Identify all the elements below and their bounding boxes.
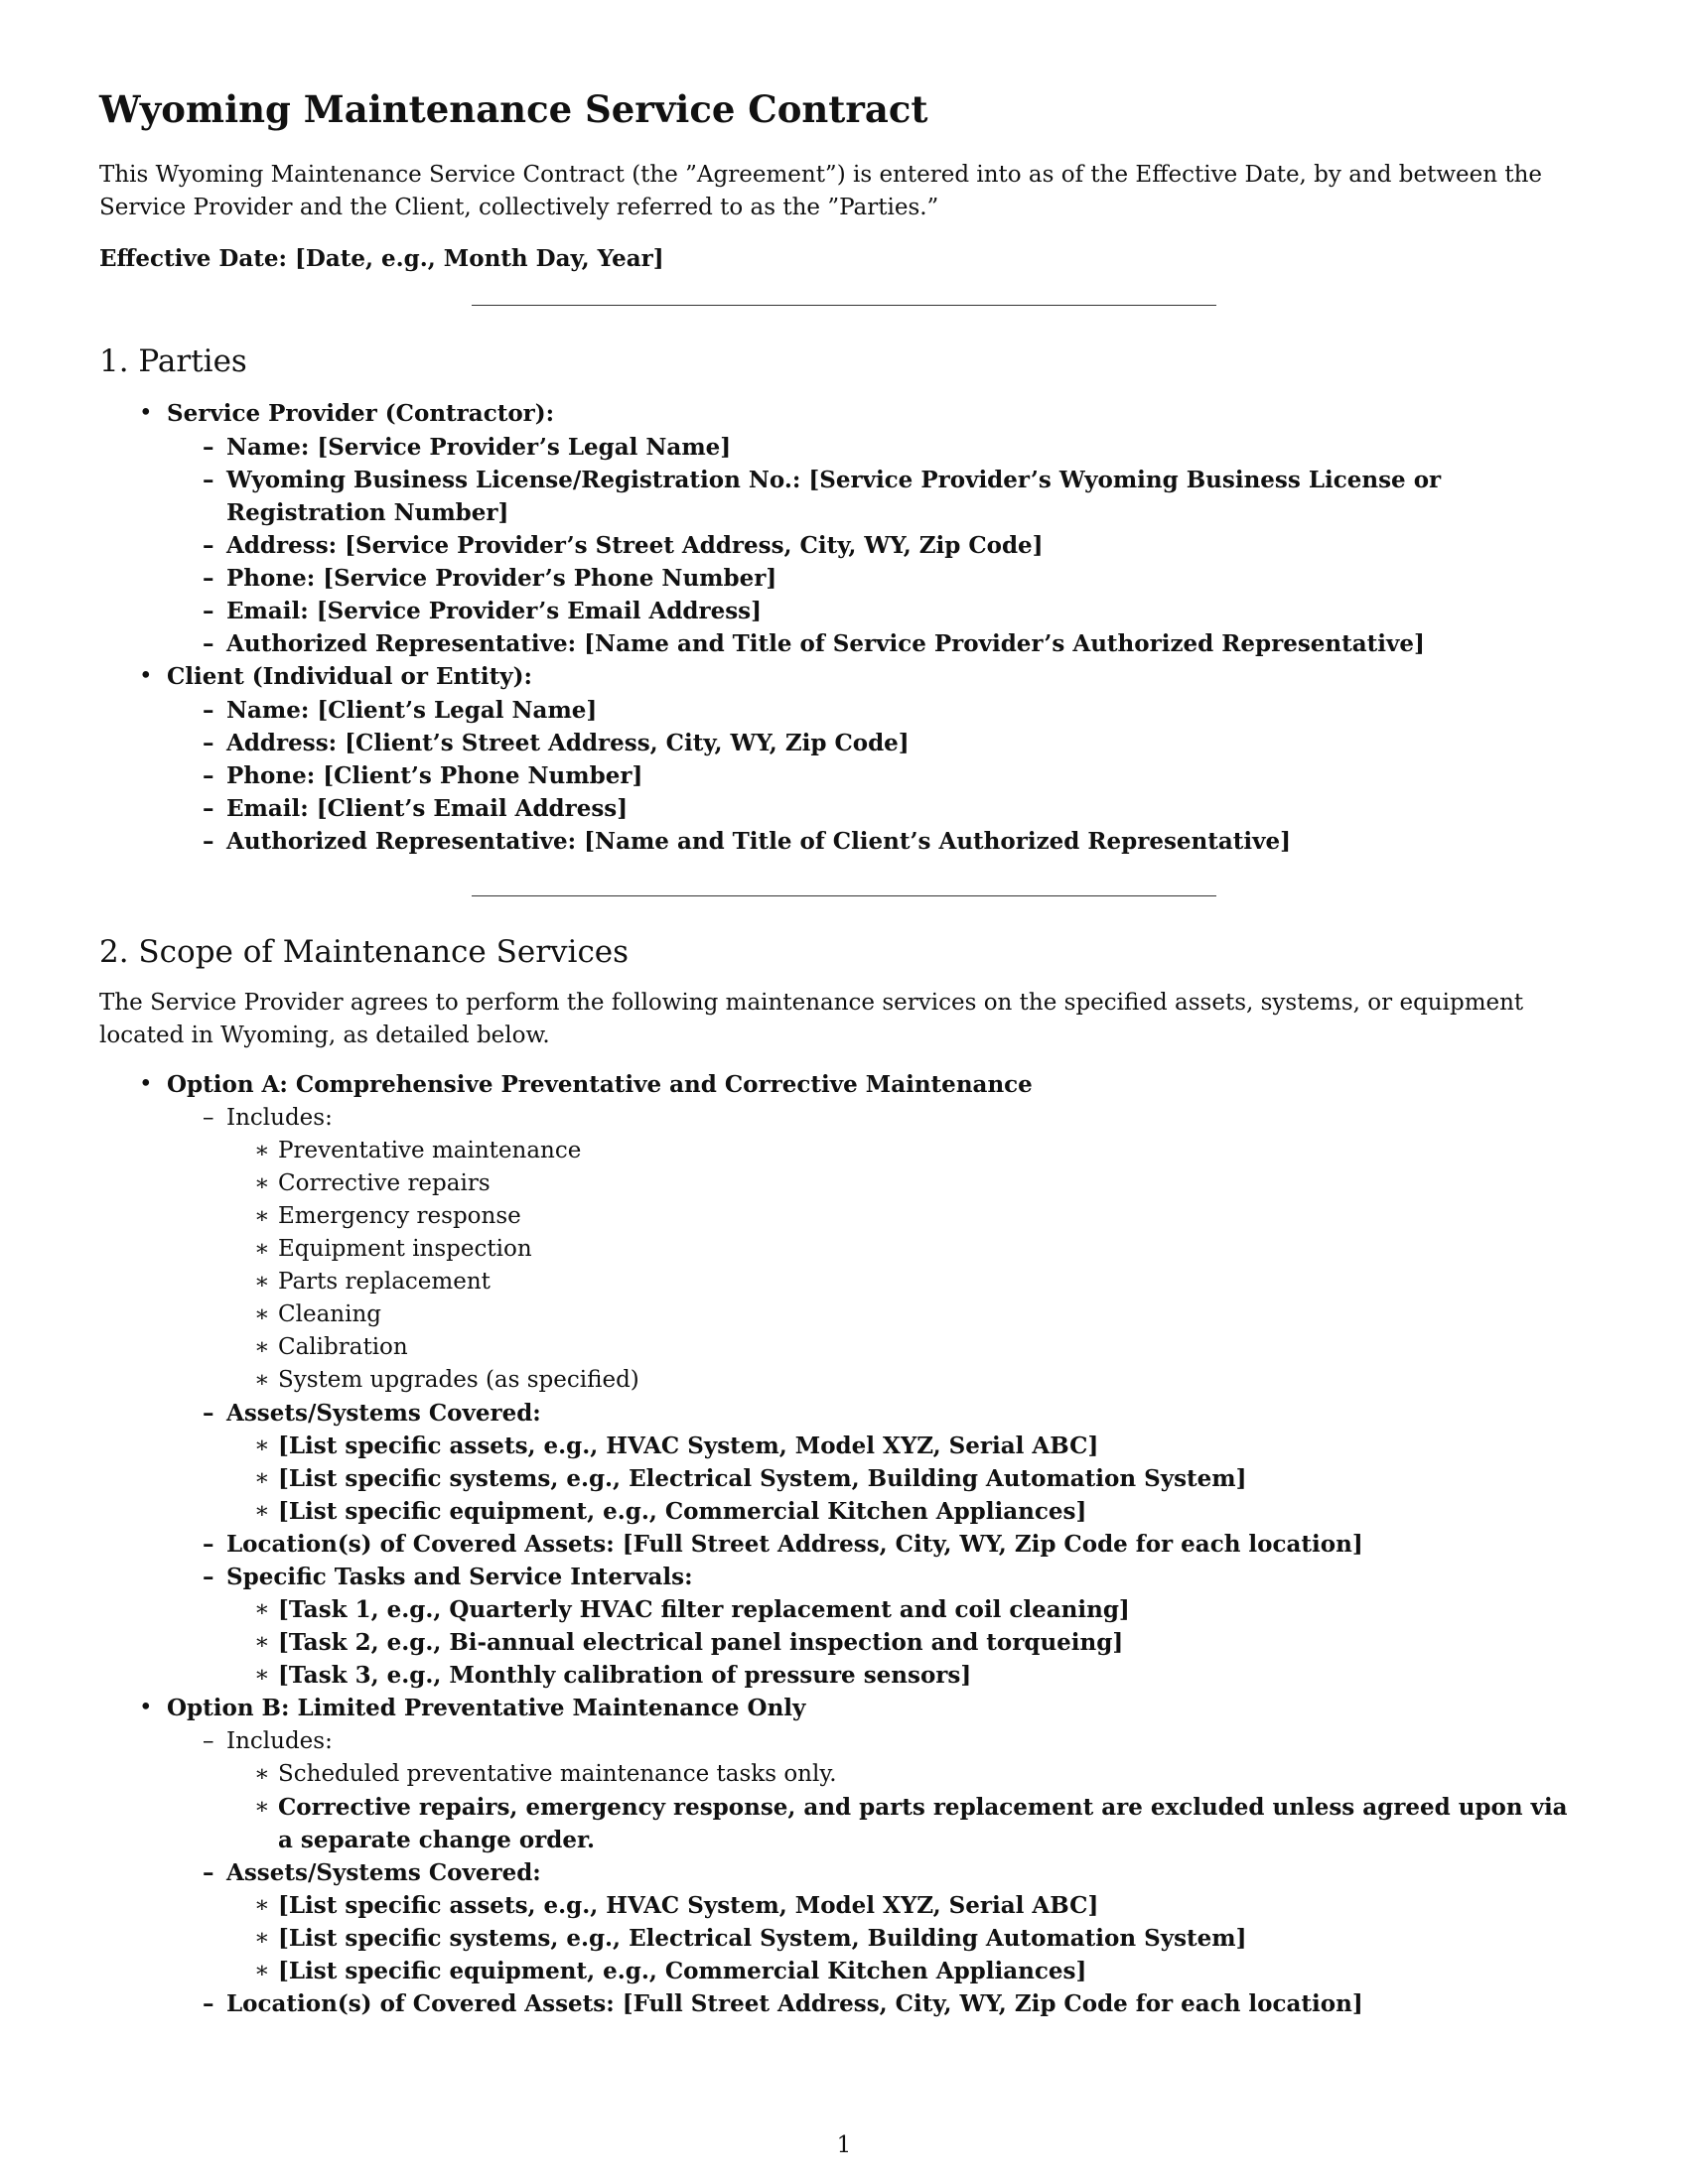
list-item: ∗ Corrective repairs, emergency response, and parts replacement are excluded unless agreed upon via a separate change order. <box>226 1791 1589 1856</box>
asterisk-icon: ∗ <box>254 1760 270 1787</box>
parties-list <box>99 397 1589 858</box>
list-item: – Includes: ∗ Scheduled preventative maintenance tasks only. ∗ Corrective repairs, emergency response, and parts replacement are excluded unless agreed upon via a separate change order. <box>167 1725 1589 1856</box>
page-number: 1 <box>836 2132 852 2158</box>
effective-date: Effective Date: [Date, e.g., Month Day, Year] <box>99 245 664 273</box>
list-item: ∗ [List specific equipment, e.g., Commercial Kitchen Appliances] <box>226 1955 1589 1987</box>
list-item: ∗ [List specific systems, e.g., Electrical System, Building Automation System] <box>226 1922 1589 1955</box>
dash-icon: – <box>203 1563 214 1590</box>
asterisk-icon: ∗ <box>254 1300 270 1327</box>
dash-icon: – <box>203 597 214 624</box>
list-item: – Name: [Client’s Legal Name] <box>167 694 1589 727</box>
bullet-icon: • <box>139 662 153 689</box>
list-item: ∗ [Task 3, e.g., Monthly calibration of pressure sensors] <box>226 1659 1589 1692</box>
option-a-details <box>167 1102 1589 1692</box>
dash-icon: – <box>203 531 214 559</box>
bullet-icon: • <box>139 1694 153 1720</box>
list-item: ∗ Parts replacement <box>226 1266 1589 1298</box>
list-item: – Location(s) of Covered Assets: [Full Street Address, City, WY, Zip Code for each location] <box>167 1528 1589 1561</box>
section-heading: 2. Scope of Maintenance Services <box>99 933 630 970</box>
list-item: – Address: [Service Provider’s Street Address, City, WY, Zip Code] <box>167 529 1589 562</box>
dash-icon: – <box>203 1858 214 1886</box>
list-item: ∗ [Task 1, e.g., Quarterly HVAC filter replacement and coil cleaning] <box>226 1593 1589 1626</box>
asterisk-icon: ∗ <box>254 1793 270 1820</box>
scope-intro: The Service Provider agrees to perform the following maintenance services on the specified assets, systems, or equipment located in Wyoming, as detailed below. <box>99 989 1524 1048</box>
asterisk-icon: ∗ <box>254 1169 270 1196</box>
list-item: ∗ [List specific systems, e.g., Electrical System, Building Automation System] <box>226 1462 1589 1495</box>
asterisk-icon: ∗ <box>254 1432 270 1458</box>
asterisk-icon: ∗ <box>254 1268 270 1295</box>
asterisk-icon: ∗ <box>254 1661 270 1688</box>
list-item: – Phone: [Service Provider’s Phone Number] <box>167 562 1589 595</box>
provider-label: Service Provider (Contractor): <box>167 399 555 427</box>
option-b-details <box>167 1725 1589 2020</box>
option-a-includes <box>226 1135 1589 1397</box>
dash-icon: – <box>203 761 214 789</box>
list-item: – Name: [Service Provider’s Legal Name] <box>167 431 1589 464</box>
asterisk-icon: ∗ <box>254 1464 270 1491</box>
option-b-assets <box>226 1889 1589 1987</box>
intro-paragraph: This Wyoming Maintenance Service Contract (the ”Agreement”) is entered into as of the Effective Date, by and between the Service Provider and the Client, collectively referred to as the ”Parties.” <box>99 162 1543 221</box>
client-details <box>167 694 1589 858</box>
asterisk-icon: ∗ <box>254 1333 270 1360</box>
asterisk-icon: ∗ <box>254 1235 270 1262</box>
list-item: ∗ [List specific assets, e.g., HVAC System, Model XYZ, Serial ABC] <box>226 1889 1589 1922</box>
list-item: – Address: [Client’s Street Address, City, WY, Zip Code] <box>167 727 1589 759</box>
list-item <box>99 397 1589 660</box>
list-item: – Authorized Representative: [Name and Title of Client’s Authorized Representative] <box>167 825 1589 858</box>
section-scope <box>99 934 1589 2020</box>
list-item: ∗ Calibration <box>226 1331 1589 1364</box>
asterisk-icon: ∗ <box>254 1366 270 1393</box>
list-item <box>99 1692 1589 2020</box>
list-item: ∗ [List specific assets, e.g., HVAC System, Model XYZ, Serial ABC] <box>226 1430 1589 1462</box>
list-item: ∗ Emergency response <box>226 1200 1589 1233</box>
list-item: – Assets/Systems Covered: ∗ [List specific assets, e.g., HVAC System, Model XYZ, Serial ABC] ∗ [List specific systems, e.g., Electrical System, Building Automation System] ∗ [List specific equipment, e.g., Commercial Kitchen Appliances] <box>167 1397 1589 1528</box>
list-item: ∗ Corrective repairs <box>226 1167 1589 1200</box>
dash-icon: – <box>203 1727 214 1754</box>
list-item: – Authorized Representative: [Name and Title of Service Provider’s Authorized Representative] <box>167 627 1589 660</box>
section-heading: 1. Parties <box>99 343 247 380</box>
list-item: – Assets/Systems Covered: ∗ [List specific assets, e.g., HVAC System, Model XYZ, Serial ABC] ∗ [List specific systems, e.g., Electrical System, Building Automation System] ∗ [List specific equipment, e.g., Commercial Kitchen Appliances] <box>167 1856 1589 1987</box>
dash-icon: – <box>203 696 214 724</box>
asterisk-icon: ∗ <box>254 1202 270 1229</box>
asterisk-icon: ∗ <box>254 1924 270 1951</box>
options-list <box>99 1068 1589 2020</box>
client-label: Client (Individual or Entity): <box>167 662 532 690</box>
dash-icon: – <box>203 827 214 855</box>
option-a-tasks <box>226 1593 1589 1692</box>
bullet-icon: • <box>139 399 153 426</box>
document-page <box>99 87 1589 2020</box>
list-item: – Includes: ∗ Preventative maintenance ∗ Corrective repairs ∗ Emergency response ∗ Equipment inspection ∗ Parts replacement ∗ Cleaning ∗ Calibration ∗ System upgrades (as specified) <box>167 1102 1589 1397</box>
section-divider <box>472 895 1216 896</box>
list-item: ∗ Cleaning <box>226 1298 1589 1331</box>
list-item: ∗ System upgrades (as specified) <box>226 1364 1589 1397</box>
asterisk-icon: ∗ <box>254 1137 270 1163</box>
list-item: – Location(s) of Covered Assets: [Full Street Address, City, WY, Zip Code for each location] <box>167 1987 1589 2020</box>
section-divider <box>472 305 1216 306</box>
asterisk-icon: ∗ <box>254 1497 270 1524</box>
dash-icon: – <box>203 629 214 657</box>
list-item: – Email: [Client’s Email Address] <box>167 792 1589 825</box>
document-title: Wyoming Maintenance Service Contract <box>99 87 928 131</box>
list-item <box>99 660 1589 858</box>
list-item: ∗ [Task 2, e.g., Bi-annual electrical panel inspection and torqueing] <box>226 1626 1589 1659</box>
dash-icon: – <box>203 1104 214 1131</box>
list-item: – Email: [Service Provider’s Email Address] <box>167 595 1589 627</box>
option-b-label: Option B: Limited Preventative Maintenance Only <box>167 1694 806 1721</box>
dash-icon: – <box>203 1399 214 1427</box>
option-b-includes <box>226 1758 1589 1856</box>
list-item: – Specific Tasks and Service Intervals: ∗ [Task 1, e.g., Quarterly HVAC filter replacement and coil cleaning] ∗ [Task 2, e.g., Bi-annual electrical panel inspection and torqueing] ∗ [Task 3, e.g., Monthly calibration of pressure sensors] <box>167 1561 1589 1692</box>
dash-icon: – <box>203 433 214 461</box>
list-item: ∗ Preventative maintenance <box>226 1135 1589 1167</box>
dash-icon: – <box>203 1530 214 1558</box>
list-item: – Wyoming Business License/Registration No.: [Service Provider’s Wyoming Business License or Registration Number] <box>167 464 1589 529</box>
list-item: ∗ [List specific equipment, e.g., Commercial Kitchen Appliances] <box>226 1495 1589 1528</box>
dash-icon: – <box>203 466 214 493</box>
dash-icon: – <box>203 729 214 756</box>
dash-icon: – <box>203 564 214 592</box>
list-item: – Phone: [Client’s Phone Number] <box>167 759 1589 792</box>
section-parties <box>99 343 1589 857</box>
asterisk-icon: ∗ <box>254 1595 270 1622</box>
list-item: ∗ Scheduled preventative maintenance tasks only. <box>226 1758 1589 1791</box>
bullet-icon: • <box>139 1070 153 1097</box>
list-item: ∗ Equipment inspection <box>226 1233 1589 1266</box>
dash-icon: – <box>203 1989 214 2017</box>
option-a-label: Option A: Comprehensive Preventative and Corrective Maintenance <box>167 1070 1033 1098</box>
dash-icon: – <box>203 794 214 822</box>
list-item <box>99 1068 1589 1692</box>
asterisk-icon: ∗ <box>254 1628 270 1655</box>
asterisk-icon: ∗ <box>254 1957 270 1983</box>
option-a-assets <box>226 1430 1589 1528</box>
asterisk-icon: ∗ <box>254 1891 270 1918</box>
provider-details <box>167 431 1589 660</box>
